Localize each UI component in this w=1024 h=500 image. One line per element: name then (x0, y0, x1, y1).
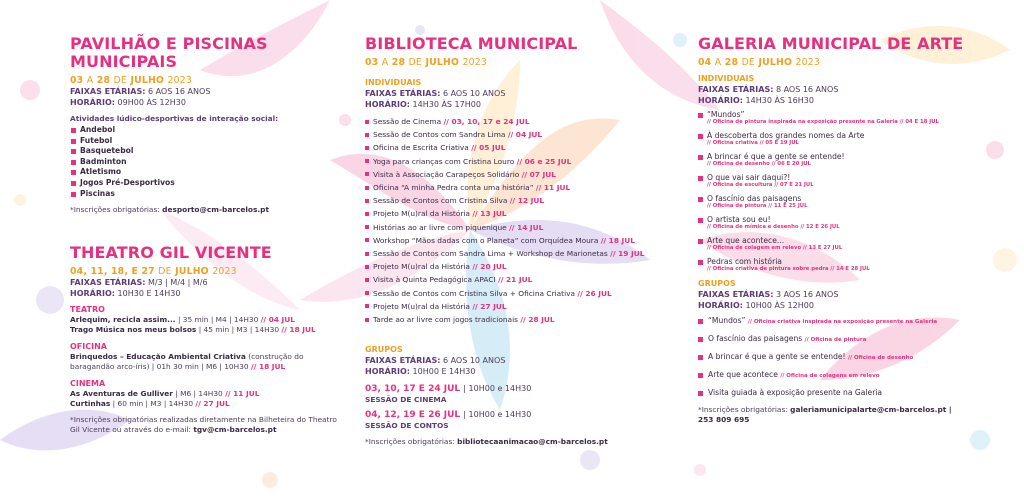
activity-date: // 13 JUL (472, 209, 507, 219)
show-item (70, 399, 345, 409)
activity-date: // 11 JUL (535, 183, 571, 193)
list-item (365, 207, 695, 220)
show-info: (construção do baragandão arco-íris) | 01h 30 min | M6 | 10H30 (70, 351, 304, 372)
activity-date: // 28 JUL (520, 315, 555, 325)
individuais-ages (698, 84, 998, 95)
pavilhao-note (70, 205, 345, 215)
list-item (698, 388, 998, 398)
date-sep: A (381, 57, 389, 68)
date-start: 03 (70, 75, 84, 86)
show-item (70, 315, 345, 325)
date-sep: A (86, 75, 94, 86)
age-value: 3 AOS 16 ANOS (775, 290, 839, 299)
list-item: Andebol (70, 125, 345, 136)
show-info: | 45 min | M3 | 14H30 (198, 325, 280, 335)
list-item (698, 257, 998, 273)
activity-date: // 06 e 25 JUL (516, 156, 572, 166)
age-value: 8 AOS 16 ANOS (775, 85, 839, 94)
date-start: 03 (365, 57, 379, 68)
activity-name: Sessão de Contos com Sandra Lima + Workshop de Marionetas (373, 249, 608, 259)
show-item (70, 325, 345, 335)
hours-value: 10H30 E 14H30 (117, 289, 181, 298)
list-item (698, 352, 998, 363)
list-item (365, 181, 695, 194)
session-times: | 10H00 e 14H30 (463, 384, 532, 394)
biblioteca-email-link[interactable]: bibliotecaanimacao@cm-barcelos.pt (457, 437, 608, 447)
activity-desc: // Oficina de mímica e desenho // 12 E 26 JUL (707, 224, 840, 230)
activity-name: Oficina “A minha Pedra conta uma história” (373, 183, 534, 193)
pavilhao-title (70, 35, 345, 71)
session-label: SESSÃO DE CONTOS (365, 421, 449, 431)
date-end: 28 (96, 75, 111, 86)
show-name: As Aventuras de Gulliver (70, 388, 173, 398)
note-label: *Inscrições obrigatórias: (70, 205, 160, 215)
date-de: DE (741, 57, 755, 68)
age-value: M/3 | M/4 | M/6 (147, 278, 208, 287)
show-date: // 11 JUL (225, 388, 260, 398)
activity-name: A brincar é que a gente se entende! (707, 152, 845, 161)
individuais-hours (698, 95, 998, 106)
show-date: // 18 JUL (281, 325, 316, 335)
date-sep: A (714, 57, 722, 68)
list-item (365, 287, 695, 300)
list-item (698, 236, 998, 252)
activity-date: // 14 JUL (509, 222, 544, 232)
galeria-activities (698, 110, 998, 273)
biblioteca-dates (365, 57, 695, 68)
biblioteca-activities (365, 115, 695, 326)
hours-value: 09H00 ÀS 12H30 (117, 98, 186, 107)
age-label: FAIXAS ETÁRIAS: (70, 87, 146, 96)
age-label: FAIXAS ETÁRIAS: (698, 290, 774, 299)
date-year: 2023 (462, 57, 487, 68)
contos-session-dates (365, 409, 695, 421)
date-year: 2023 (795, 57, 820, 68)
list-item (698, 131, 998, 147)
list-item (365, 221, 695, 234)
hours-value: 10H00 ÀS 12H00 (745, 301, 814, 310)
show-info: | 35 min | M4 | 14H30 (177, 315, 259, 324)
activity-name: Projeto M(u)ral da História (373, 301, 470, 311)
note-label: *Inscrições obrigatórias: (365, 437, 455, 447)
grupos-hours (365, 366, 695, 377)
pavilhao-hours (70, 97, 345, 108)
pavilhao-dates (70, 75, 345, 86)
galeria-groups (698, 316, 998, 398)
pavilhao-section (70, 35, 345, 215)
activity-name: Workshop “Mãos dadas com o Planeta” com Orquídea Moura (373, 235, 599, 245)
date-month: JULHO (758, 57, 793, 68)
list-item (365, 300, 695, 313)
show-name: Brinquedos – Educação Ambiental Criativa (70, 351, 246, 361)
theatro-hours (70, 288, 345, 299)
pavilhao-email-link[interactable]: desporto@cm-barcelos.pt (162, 205, 269, 215)
hours-label: HORÁRIO: (70, 289, 115, 298)
activity-desc: // Oficina de colagem em relevo // 13 E 27 JUL (707, 245, 843, 251)
group-name: O fascínio das paisagens (708, 334, 803, 343)
list-item: Piscinas (70, 189, 345, 200)
list-item (698, 110, 998, 126)
theatro-dates (70, 266, 345, 277)
activity-desc: // Oficina de escultura // 07 E 21 JUL (707, 182, 814, 188)
age-label: FAIXAS ETÁRIAS: (70, 278, 146, 287)
hours-label: HORÁRIO: (698, 96, 743, 105)
cinema-session-dates (365, 383, 695, 395)
hours-value: 14H30 ÀS 17H00 (412, 100, 481, 109)
group-desc: // Oficina de colagens em relevo (780, 373, 880, 379)
activity-name: O que vai sair daqui?! (707, 173, 791, 182)
pavilhao-title-line-1: PAVILHÃO E PISCINAS (70, 34, 268, 53)
list-item (365, 141, 695, 154)
galeria-title: GALERIA MUNICIPAL DE ARTE (698, 34, 964, 53)
galeria-dates (698, 57, 998, 68)
activity-name: Arte que acontece... (707, 236, 785, 245)
biblioteca-note (365, 437, 695, 447)
note-label: *Inscrições obrigatórias: (698, 405, 788, 414)
theatro-note (70, 415, 345, 435)
group-desc: // Oficina criativa inspirada na exposição presente na Galeria (747, 319, 938, 325)
contos-session (365, 409, 695, 431)
galeria-section (698, 35, 998, 425)
hours-label: HORÁRIO: (365, 100, 410, 109)
activity-name: Projeto M(u)ral da História (373, 262, 470, 272)
activity-name: Sessão de Contos com Cristina Silva (373, 196, 508, 206)
activity-date: // 19 JUL (610, 249, 645, 259)
show-item (70, 352, 345, 373)
date-year: 2023 (212, 266, 237, 277)
activity-name: Projeto M(u)ral da História (373, 209, 470, 219)
hours-value: 14H30 ÀS 16H30 (745, 96, 814, 105)
individuais-heading: INDIVIDUAIS (365, 78, 422, 87)
group-name: A brincar é que a gente se entende! (708, 352, 846, 361)
hours-value: 10H00 E 14H30 (412, 367, 476, 377)
activity-date: // 26 JUL (577, 288, 612, 298)
date-de: DE (158, 266, 172, 277)
activity-desc: // Oficina de pintura inspirada na exposição presente na Galeria // 04 E 18 JUL (707, 119, 939, 125)
pavilhao-ages (70, 86, 345, 97)
activity-date: // 07 JUL (521, 169, 556, 179)
cinema-heading: CINEMA (70, 378, 106, 388)
list-item (365, 260, 695, 273)
individuais-hours (365, 99, 695, 110)
cinema-session (365, 383, 695, 405)
date-end: 28 (724, 57, 739, 68)
date-de: DE (408, 57, 422, 68)
hours-label: HORÁRIO: (365, 367, 410, 377)
list-item (365, 155, 695, 168)
date-list: 04, 11, 18, E 27 (70, 266, 155, 277)
date-de: DE (113, 75, 127, 86)
show-name: Trago Música nos meus bolsos (70, 325, 197, 335)
note-text: *Inscrições obrigatórias realizadas diretamente na Bilheteira do Theatro Gil Vicente ou através do e-mail: (70, 415, 337, 435)
individuais-ages (365, 88, 695, 99)
list-item: Badminton (70, 157, 345, 168)
activity-name: Sessão de Cinema (373, 117, 442, 126)
session-dates: 03, 10, 17 E 24 JUL (365, 384, 461, 395)
list-item (698, 316, 998, 327)
list-item (365, 273, 695, 286)
list-item (698, 152, 998, 168)
list-item (365, 234, 695, 247)
age-label: FAIXAS ETÁRIAS: (365, 356, 441, 366)
theatro-title: THEATRO GIL VICENTE (70, 243, 272, 262)
activity-name: Tarde ao ar livre com jogos tradicionais (373, 315, 518, 325)
list-item: Basquetebol (70, 146, 345, 157)
group-name: Visita guiada à exposição presente na Galeria (708, 388, 883, 397)
date-month: JULHO (130, 75, 165, 86)
sports-list (70, 125, 345, 199)
date-end: 28 (391, 57, 406, 68)
activity-name: Histórias ao ar livre com piquenique (373, 222, 507, 232)
activity-name: Oficina de Escrita Criativa (373, 143, 469, 153)
pavilhao-title-line-2: MUNICIPAIS (70, 52, 178, 71)
show-info: | M6 | 14H30 (175, 388, 223, 398)
list-item (698, 334, 998, 345)
group-name: Arte que acontece (708, 370, 778, 379)
hours-label: HORÁRIO: (698, 301, 743, 310)
list-item: Jogos Pré-Desportivos (70, 178, 345, 189)
group-name: “Mundos” (708, 316, 746, 325)
theatro-section (70, 244, 345, 435)
activity-name: Pedras com história (707, 257, 782, 266)
activity-date: // 03, 10, 17 e 24 JUL (443, 117, 530, 126)
galeria-note (698, 405, 998, 425)
group-desc: // Oficina de desenho (848, 355, 914, 361)
activity-desc: // Oficina de pintura // 11 E 25 JUL (707, 203, 808, 209)
activity-name: Sessão de Contos com Sandra Lima (373, 130, 506, 140)
galeria-phone[interactable]: 253 809 695 (698, 415, 750, 424)
pavilhao-intro: Atividades lúdico-desportivas de interação social: (70, 114, 279, 123)
activity-name: Visita à Associação Carapeços Solidário (373, 169, 520, 179)
list-item (698, 370, 998, 381)
date-month: JULHO (425, 57, 460, 68)
session-label: SESSÃO DE CINEMA (365, 395, 447, 405)
teatro-heading: TEATRO (70, 305, 105, 314)
date-month: JULHO (175, 266, 209, 277)
activity-desc: // Oficina criativa de pintura sobre pedra // 14 E 28 JUL (707, 266, 870, 272)
age-label: FAIXAS ETÁRIAS: (698, 85, 774, 94)
activity-name: À descoberta dos grandes nomes da Arte (707, 131, 865, 140)
list-item (365, 168, 695, 181)
activity-date: // 21 JUL (498, 275, 533, 285)
show-name: Curtinhas (70, 399, 111, 409)
list-item (365, 128, 695, 141)
show-date: // 18 JUL (250, 362, 286, 372)
activity-name: O fascínio das paisagens (707, 194, 802, 203)
session-times: | 10H00 e 14H30 (463, 410, 532, 420)
date-year: 2023 (167, 75, 192, 86)
age-value: 6 AOS 16 ANOS (147, 87, 211, 96)
activity-name: Yoga para crianças com Cristina Louro (373, 156, 515, 166)
list-item (365, 115, 695, 128)
show-info: | 60 min | M3 | 14H30 (112, 399, 194, 409)
activity-name: “Mundos” (707, 110, 745, 119)
activity-date: // 12 JUL (509, 196, 545, 206)
group-desc: // Oficina de pintura (804, 337, 867, 343)
theatro-email-link[interactable]: tgv@cm-barcelos.pt (193, 425, 277, 435)
oficina-heading: OFICINA (70, 341, 107, 351)
activity-date: // 05 JUL (471, 143, 506, 153)
show-name: Arlequim, recicla assim... (70, 315, 176, 324)
show-date: // 04 JUL (260, 315, 295, 324)
activity-date: // 04 JUL (507, 130, 543, 140)
activity-name: O artista sou eu! (707, 215, 771, 224)
date-start: 04 (698, 57, 712, 68)
hours-label: HORÁRIO: (70, 98, 115, 107)
list-item (698, 215, 998, 231)
grupos-heading: GRUPOS (365, 345, 403, 355)
grupos-hours (698, 300, 998, 311)
list-item: Atletismo (70, 167, 345, 178)
list-item (698, 173, 998, 189)
activity-date: // 18 JUL (600, 235, 635, 245)
list-item (365, 194, 695, 207)
activity-desc: // Oficina de desenho // 06 E 20 JUL (707, 161, 811, 167)
session-dates: 04, 12, 19 E 26 JUL (365, 410, 461, 421)
list-item: Futebol (70, 136, 345, 147)
show-item (70, 389, 345, 399)
grupos-heading: GRUPOS (698, 279, 736, 288)
show-date: // 27 JUL (195, 399, 230, 409)
activity-name: Visita à Quinta Pedagógica APACI (373, 275, 496, 285)
activity-name: Sessão de Contos com Cristina Silva + Oficina Criativa (373, 288, 576, 298)
age-value: 6 AOS 10 ANOS (442, 356, 506, 366)
theatro-ages (70, 277, 345, 288)
biblioteca-title: BIBLIOTECA MUNICIPAL (365, 34, 578, 53)
age-label: FAIXAS ETÁRIAS: (365, 89, 441, 98)
activity-date: // 27 JUL (472, 301, 507, 311)
list-item (365, 313, 695, 326)
activity-date: // 20 JUL (472, 262, 507, 272)
biblioteca-section (365, 35, 695, 447)
galeria-email-link[interactable]: galeriamunicipalarte@cm-barcelos.pt | (790, 405, 952, 414)
individuais-heading: INDIVIDUAIS (698, 74, 755, 83)
grupos-ages (698, 289, 998, 300)
list-item (365, 247, 695, 260)
list-item (698, 194, 998, 210)
age-value: 6 AOS 10 ANOS (442, 89, 506, 98)
grupos-ages (365, 355, 695, 366)
activity-desc: // Oficina criativa // 05 E 19 JUL (707, 140, 799, 146)
